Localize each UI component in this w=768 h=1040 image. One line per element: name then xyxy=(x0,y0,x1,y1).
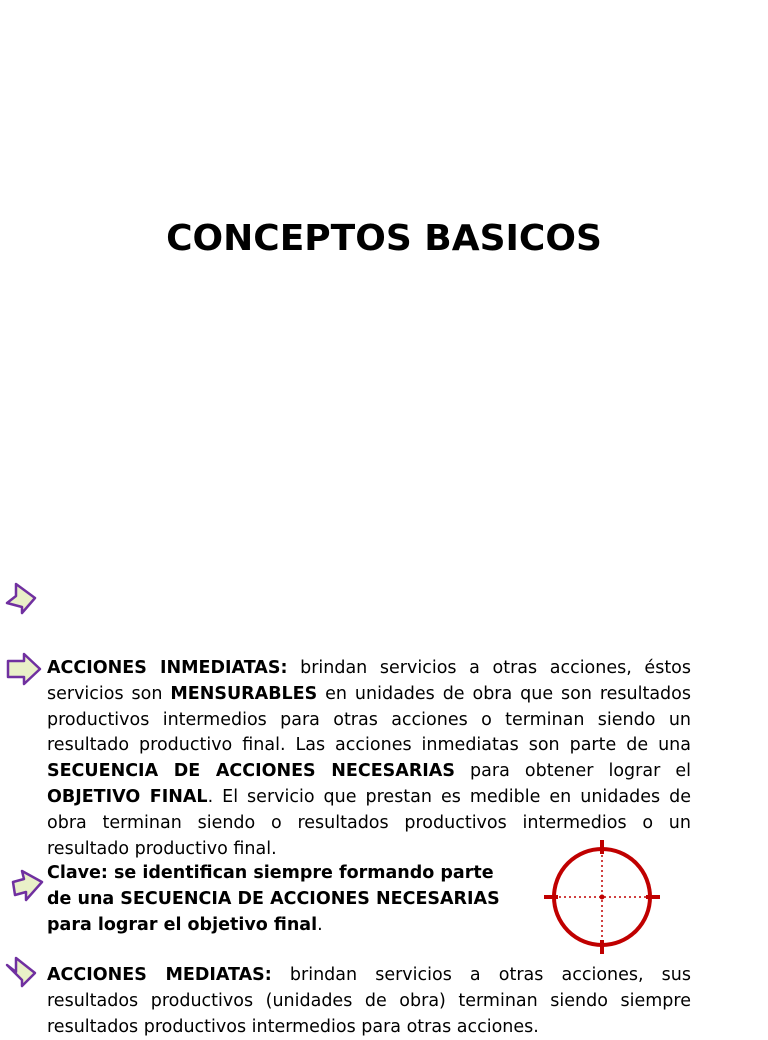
text-segment: . El servicio que prestan es medible en unidades de obra terminan siendo o resultados productivos intermedios o un resultado productivo final. xyxy=(47,786,691,859)
arrow-bullet-icon xyxy=(4,582,38,616)
crosshair-target-icon xyxy=(542,838,662,956)
text-segment: brindan servicios a otras acciones, éstos servicios son xyxy=(47,658,692,704)
paragraph-clave xyxy=(47,861,517,938)
page-title: CONCEPTOS BASICOS xyxy=(166,218,602,259)
text-segment: brindan servicios a otras acciones, sus resultados productivos (unidades de obra) terminan siendo siempre resultados productivos intermedios para otras acciones. xyxy=(47,965,692,1037)
paragraph-acciones-inmediatas xyxy=(47,656,691,862)
term-mensurables: MENSURABLES xyxy=(170,683,318,704)
clave-text: Clave: se identifican siempre formando parte de una SECUENCIA DE ACCIONES NECESARIAS para lograr el objetivo final xyxy=(47,863,500,935)
paragraph-acciones-mediatas xyxy=(47,963,691,1040)
text-segment: . xyxy=(317,914,323,935)
arrow-bullet-icon xyxy=(6,652,42,688)
term-secuencia: SECUENCIA DE ACCIONES NECESARIAS xyxy=(47,761,455,782)
arrow-bullet-icon xyxy=(10,868,44,904)
term-acciones-mediatas: ACCIONES MEDIATAS: xyxy=(47,965,272,985)
arrow-bullet-icon xyxy=(4,955,38,989)
text-segment: para obtener lograr el xyxy=(454,761,692,782)
term-acciones-inmediatas: ACCIONES INMEDIATAS: xyxy=(47,658,288,678)
text-segment: en unidades de obra que son resultados productivos intermedios para otras acciones o terminan siendo un resultado productivo final. Las acciones inmediatas son parte de una xyxy=(47,683,691,756)
term-objetivo-final: OBJETIVO FINAL xyxy=(47,786,208,807)
